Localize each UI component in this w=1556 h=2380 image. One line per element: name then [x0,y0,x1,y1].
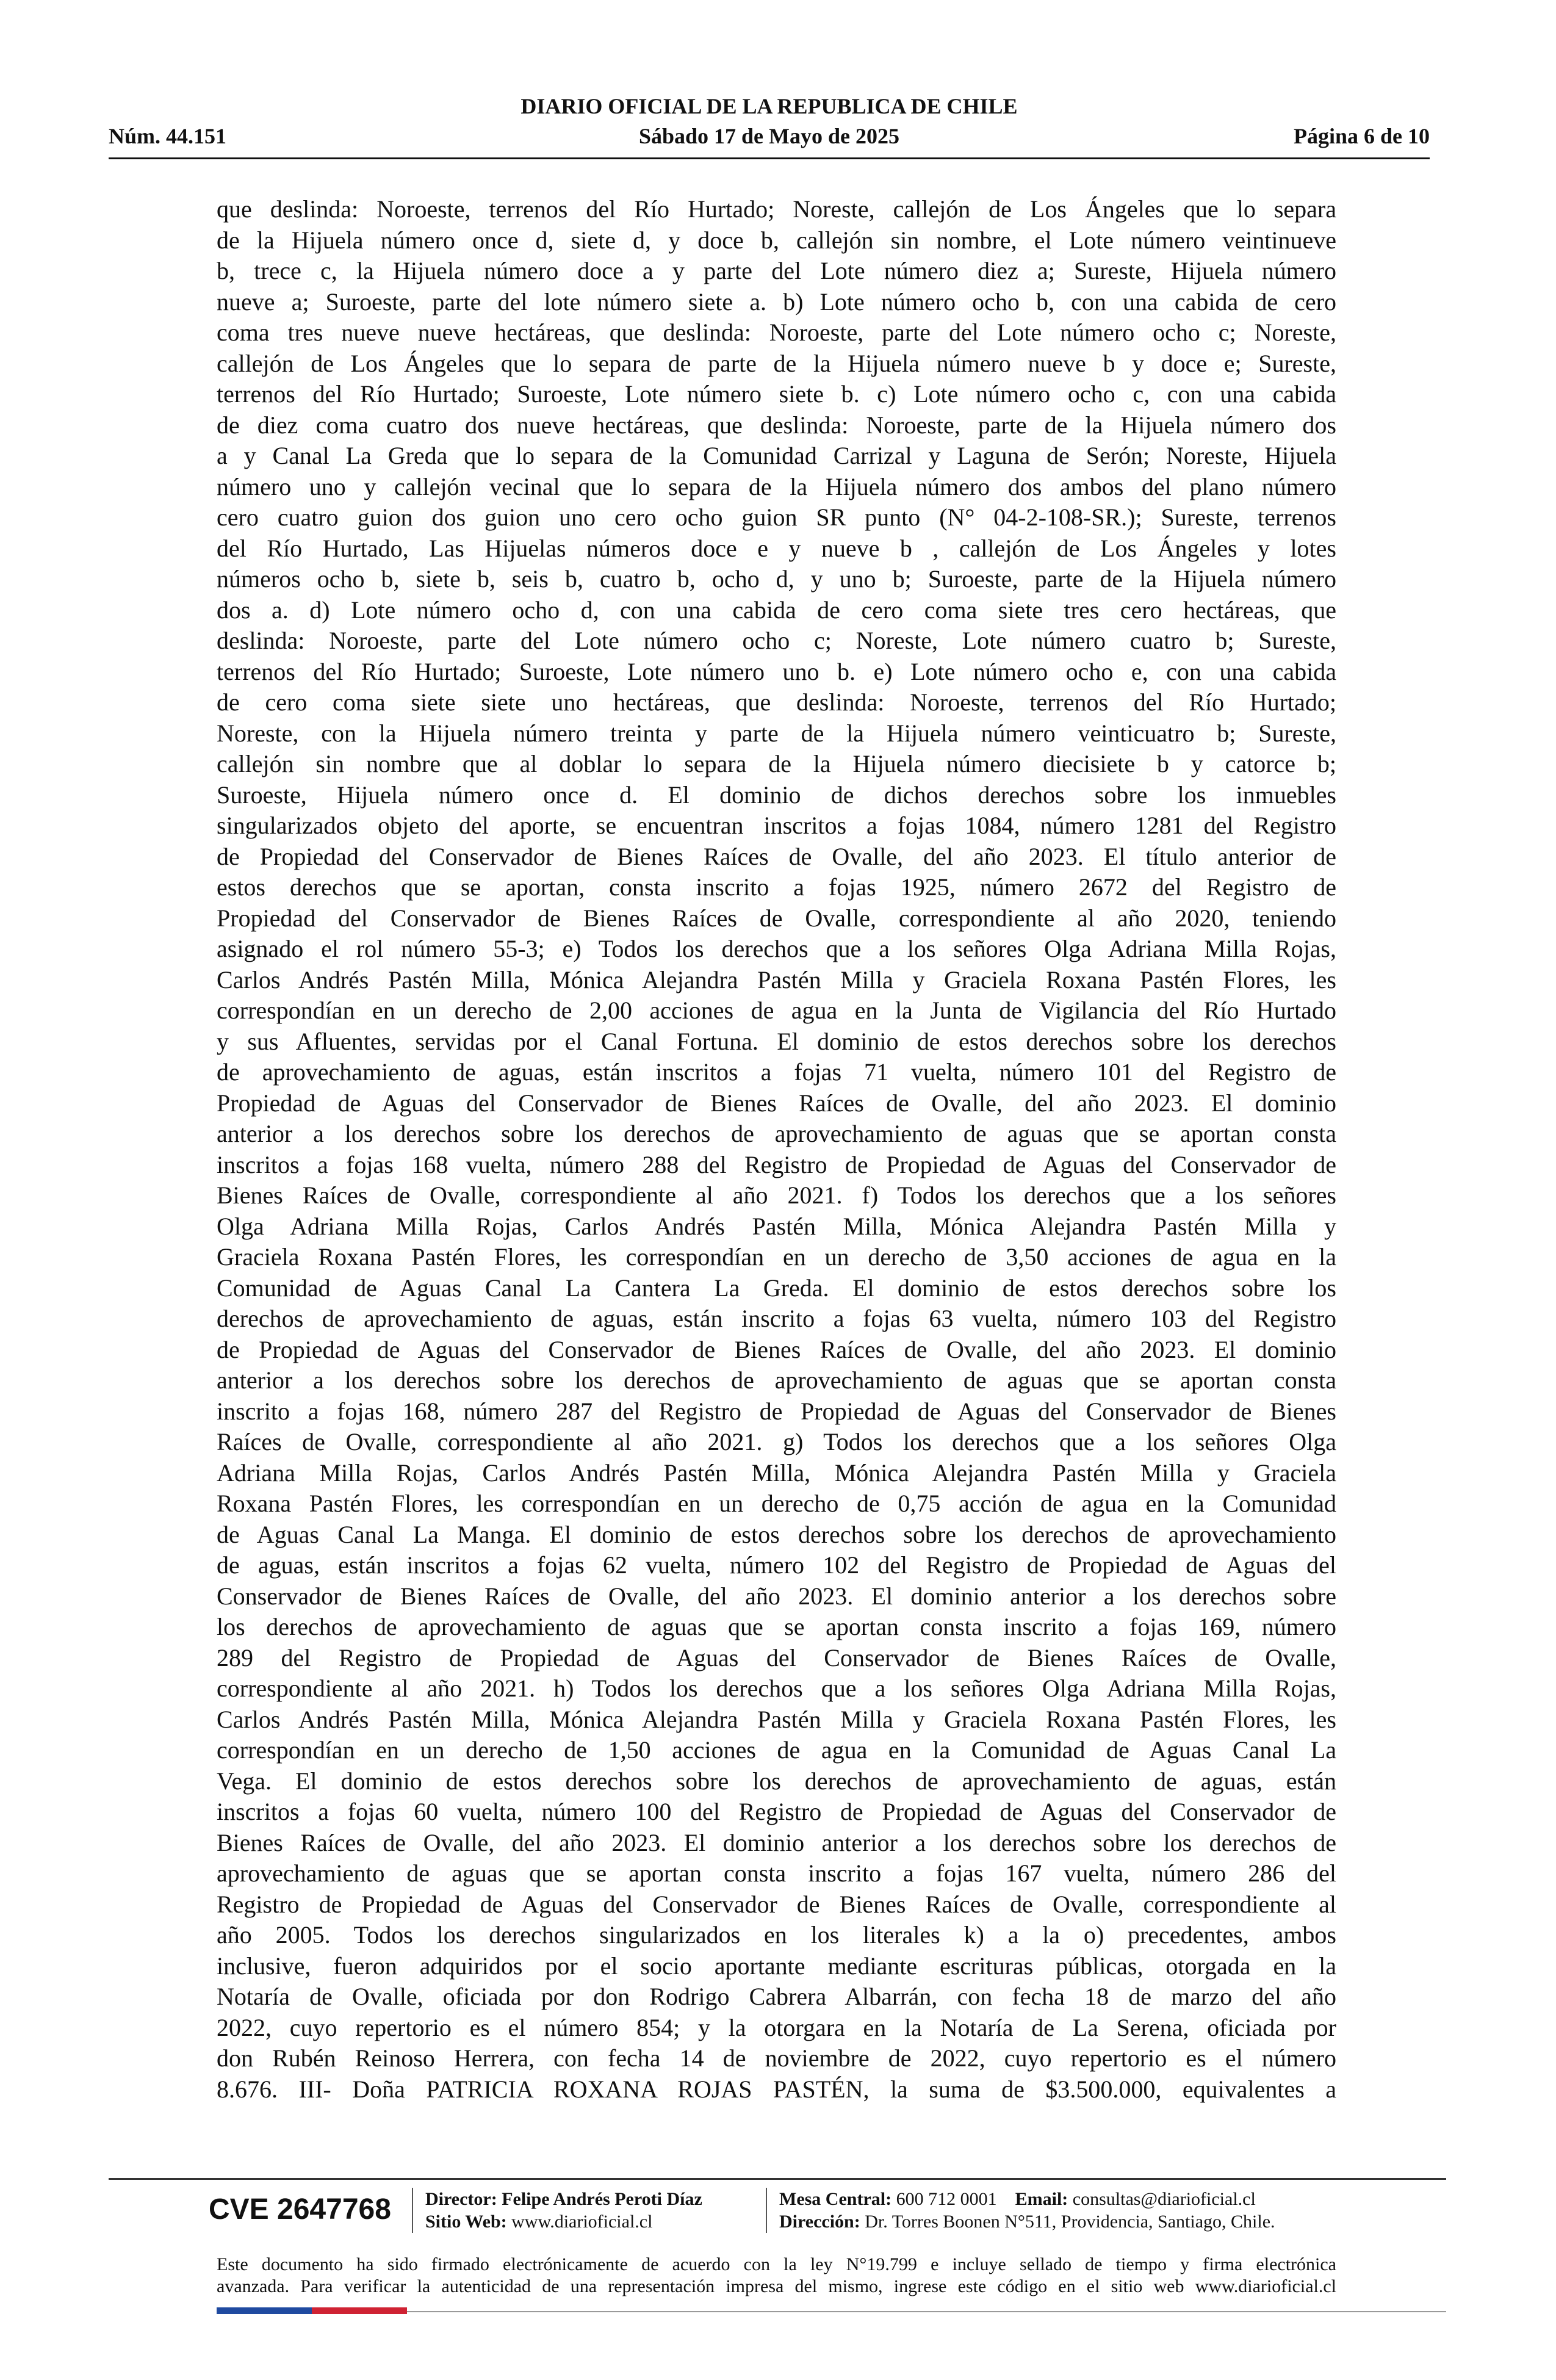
flag-stripe-blue [217,2307,312,2314]
flag-stripe-red [312,2307,407,2314]
body-line: dos a. d) Lote número ocho d, con una cabida de cero coma siete tres cero hectáreas, que [217,596,1336,624]
email-link[interactable]: consultas@diarioficial.cl [1072,2189,1256,2209]
body-line: los derechos de aprovechamiento de aguas que se aportan consta inscrito a fojas 169, número [217,1613,1336,1640]
body-line: Propiedad del Conservador de Bienes Raíces de Ovalle, correspondiente al año 2020, teniendo [217,904,1336,932]
body-line: Graciela Roxana Pastén Flores, les correspondían en un derecho de 3,50 acciones de agua en la [217,1243,1336,1271]
director-label: Director: [425,2189,497,2209]
body-line: Conservador de Bienes Raíces de Ovalle, del año 2023. El dominio anterior a los derechos sobre [217,1582,1336,1610]
body-line: anterior a los derechos sobre los derechos de aprovechamiento de aguas que se aportan consta [217,1366,1336,1394]
body-line: 2022, cuyo repertorio es el número 854; y la otorgara en la Notaría de La Serena, oficiada por [217,2013,1336,2041]
body-line: Registro de Propiedad de Aguas del Conservador de Bienes Raíces de Ovalle, correspondiente al [217,1890,1336,1918]
body-line: de la Hijuela número once d, siete d, y doce b, callejón sin nombre, el Lote número veintinueve [217,226,1336,254]
page-indicator: Página 6 de 10 [1293,124,1430,148]
body-line: asignado el rol número 55-3; e) Todos los derechos que a los señores Olga Adriana Milla Rojas, [217,935,1336,962]
site-link[interactable]: www.diarioficial.cl [511,2212,653,2232]
body-line: terrenos del Río Hurtado; Suroeste, Lote número siete b. c) Lote número ocho c, con una cabida [217,380,1336,408]
body-line: anterior a los derechos sobre los derechos de aprovechamiento de aguas que se aportan consta [217,1120,1336,1147]
body-line: Roxana Pastén Flores, les correspondían en un derecho de 0,75 acción de agua en la Comunidad [217,1490,1336,1517]
footer-separator [766,2188,767,2233]
publication-title: DIARIO OFICIAL DE LA REPUBLICA DE CHILE [520,94,1018,118]
body-line: estos derechos que se aportan, consta inscrito a fojas 1925, número 2672 del Registro de [217,873,1336,901]
header-meta-row [109,122,1430,150]
body-line: singularizados objeto del aporte, se encuentran inscritos a fojas 1084, número 1281 del Registro [217,812,1336,839]
footer-divider [109,2178,1446,2180]
body-line: de aguas, están inscritos a fojas 62 vuelta, número 102 del Registro de Propiedad de Aguas del [217,1551,1336,1579]
body-line: Notaría de Ovalle, oficiada por don Rodrigo Cabrera Albarrán, con fecha 18 de marzo del año [217,1983,1336,2010]
body-line: Vega. El dominio de estos derechos sobre los derechos de aprovechamiento de aguas, están [217,1767,1336,1795]
body-line: año 2005. Todos los derechos singularizados en los literales k) a la o) precedentes, ambos [217,1921,1336,1949]
issue-number: Núm. 44.151 [109,124,227,148]
body-line: inscritos a fojas 168 vuelta, número 288 del Registro de Propiedad de Aguas del Conservador de [217,1150,1336,1178]
body-line: de cero coma siete siete uno hectáreas, que deslinda: Noroeste, terrenos del Río Hurtado; [217,688,1336,716]
body-line: cero cuatro guion dos guion uno cero ocho guion SR punto (N° 04-2-108-SR.); Sureste, terrenos [217,503,1336,531]
header-divider [109,157,1430,159]
body-line: de Aguas Canal La Manga. El dominio de estos derechos sobre los derechos de aprovechamiento [217,1520,1336,1548]
body-line: del Río Hurtado, Las Hijuelas números doce e y nueve b , callejón de Los Ángeles y lotes [217,534,1336,562]
body-line: 289 del Registro de Propiedad de Aguas del Conservador de Bienes Raíces de Ovalle, [217,1643,1336,1671]
mesa-label: Mesa Central: [779,2189,892,2209]
legal-line: avanzada. Para verificar la autenticidad de una representación impresa del mismo, ingrese este código en el sitio web www.diarioficial.cl [217,2276,1336,2296]
body-line: inscritos a fojas 60 vuelta, número 100 del Registro de Propiedad de Aguas del Conservador de [217,1798,1336,1825]
body-line: 8.676. III- Doña PATRICIA ROXANA ROJAS PASTÉN, la suma de $3.500.000, equivalentes a [217,2075,1336,2103]
body-line: b, trece c, la Hijuela número doce a y parte del Lote número diez a; Sureste, Hijuela número [217,257,1336,284]
body-line: inscrito a fojas 168, número 287 del Registro de Propiedad de Aguas del Conservador de Bienes [217,1397,1336,1425]
body-line: aprovechamiento de aguas que se aportan consta inscrito a fojas 167 vuelta, número 286 del [217,1859,1336,1887]
footer-contact-block [779,2188,1275,2233]
body-line: deslinda: Noroeste, parte del Lote número ocho c; Noreste, Lote número cuatro b; Sureste, [217,627,1336,654]
legal-line: Este documento ha sido firmado electrónicamente de acuerdo con la ley N°19.799 e incluye sellado de tiempo y firma electrónica [217,2254,1336,2274]
body-line: de Propiedad de Aguas del Conservador de Bienes Raíces de Ovalle, del año 2023. El dominio [217,1335,1336,1363]
body-line: de diez coma cuatro dos nueve hectáreas, que deslinda: Noroeste, parte de la Hijuela número dos [217,411,1336,439]
body-line: Raíces de Ovalle, correspondiente al año 2021. g) Todos los derechos que a los señores Olga [217,1428,1336,1455]
document-body [217,194,1336,2105]
body-line: Noreste, con la Hijuela número treinta y parte de la Hijuela número veinticuatro b; Sureste, [217,719,1336,747]
mesa-phone: 600 712 0001 [896,2189,997,2209]
body-line: Carlos Andrés Pastén Milla, Mónica Alejandra Pastén Milla y Graciela Roxana Pastén Flores, les [217,1705,1336,1733]
body-line: Bienes Raíces de Ovalle, del año 2023. El dominio anterior a los derechos sobre los derechos de [217,1828,1336,1856]
body-line: Carlos Andrés Pastén Milla, Mónica Alejandra Pastén Milla y Graciela Roxana Pastén Flores, les [217,965,1336,993]
body-line: callejón sin nombre que al doblar lo separa de la Hijuela número diecisiete b y catorce b; [217,750,1336,777]
body-line: de aprovechamiento de aguas, están inscritos a fojas 71 vuelta, número 101 del Registro de [217,1058,1336,1086]
body-line: y sus Afluentes, servidas por el Canal Fortuna. El dominio de estos derechos sobre los derechos [217,1027,1336,1055]
legal-notice [217,2254,1336,2298]
body-line: don Rubén Reinoso Herrera, con fecha 14 de noviembre de 2022, cuyo repertorio es el número [217,2044,1336,2072]
body-line: Bienes Raíces de Ovalle, correspondiente al año 2021. f) Todos los derechos que a los señores [217,1181,1336,1209]
body-line: nueve a; Suroeste, parte del lote número siete a. b) Lote número ocho b, con una cabida de cero [217,287,1336,316]
body-line: callejón de Los Ángeles que lo separa de parte de la Hijuela número nueve b y doce e; Sureste, [217,349,1336,377]
body-line: de Propiedad del Conservador de Bienes Raíces de Ovalle, del año 2023. El título anterior de [217,842,1336,870]
body-line: Propiedad de Aguas del Conservador de Bienes Raíces de Ovalle, del año 2023. El dominio [217,1089,1336,1117]
footer-bottom-line [407,2311,1446,2312]
body-line: correspondían en un derecho de 2,00 acciones de agua en la Junta de Vigilancia del Río Hurtado [217,997,1336,1024]
body-line: correspondían en un derecho de 1,50 acciones de agua en la Comunidad de Aguas Canal La [217,1736,1336,1764]
body-line: números ocho b, siete b, seis b, cuatro b, ocho d, y uno b; Suroeste, parte de la Hijuela número [217,565,1336,593]
cve-code: CVE 2647768 [209,2193,391,2226]
body-line: derechos de aprovechamiento de aguas, están inscrito a fojas 63 vuelta, número 103 del Registro [217,1305,1336,1332]
email-label: Email: [1015,2189,1068,2209]
body-line: a y Canal La Greda que lo separa de la Comunidad Carrizal y Laguna de Serón; Noreste, Hijuela [217,442,1336,469]
address-label: Dirección: [779,2212,860,2232]
body-line: Suroeste, Hijuela número once d. El dominio de dichos derechos sobre los inmuebles [217,781,1336,809]
body-line: que deslinda: Noroeste, terrenos del Río Hurtado; Noreste, callejón de Los Ángeles que lo separa [217,195,1336,223]
site-label: Sitio Web: [425,2212,507,2232]
body-line: Adriana Milla Rojas, Carlos Andrés Pastén Milla, Mónica Alejandra Pastén Milla y Graciela [217,1459,1336,1487]
body-line: correspondiente al año 2021. h) Todos los derechos que a los señores Olga Adriana Milla Rojas, [217,1675,1336,1702]
body-line: coma tres nueve nueve hectáreas, que deslinda: Noroeste, parte del Lote número ocho c; Noreste, [217,319,1336,346]
footer-director-block [425,2188,702,2233]
body-line: Comunidad de Aguas Canal La Cantera La Greda. El dominio de estos derechos sobre los [217,1274,1336,1302]
body-line: terrenos del Río Hurtado; Suroeste, Lote número uno b. e) Lote número ocho e, con una cabida [217,657,1336,685]
footer-separator [412,2188,413,2233]
issue-date: Sábado 17 de Mayo de 2025 [638,124,900,148]
body-line: Olga Adriana Milla Rojas, Carlos Andrés Pastén Milla, Mónica Alejandra Pastén Milla y [217,1212,1336,1240]
director-name: Felipe Andrés Peroti Díaz [502,2189,702,2209]
body-line: inclusive, fueron adquiridos por el socio aportante mediante escrituras públicas, otorgada en la [217,1952,1336,1980]
page-header [109,93,1430,161]
body-line: número uno y callejón vecinal que lo separa de la Hijuela número dos ambos del plano número [217,472,1336,500]
address-value: Dr. Torres Boonen N°511, Providencia, Santiago, Chile. [865,2212,1275,2232]
